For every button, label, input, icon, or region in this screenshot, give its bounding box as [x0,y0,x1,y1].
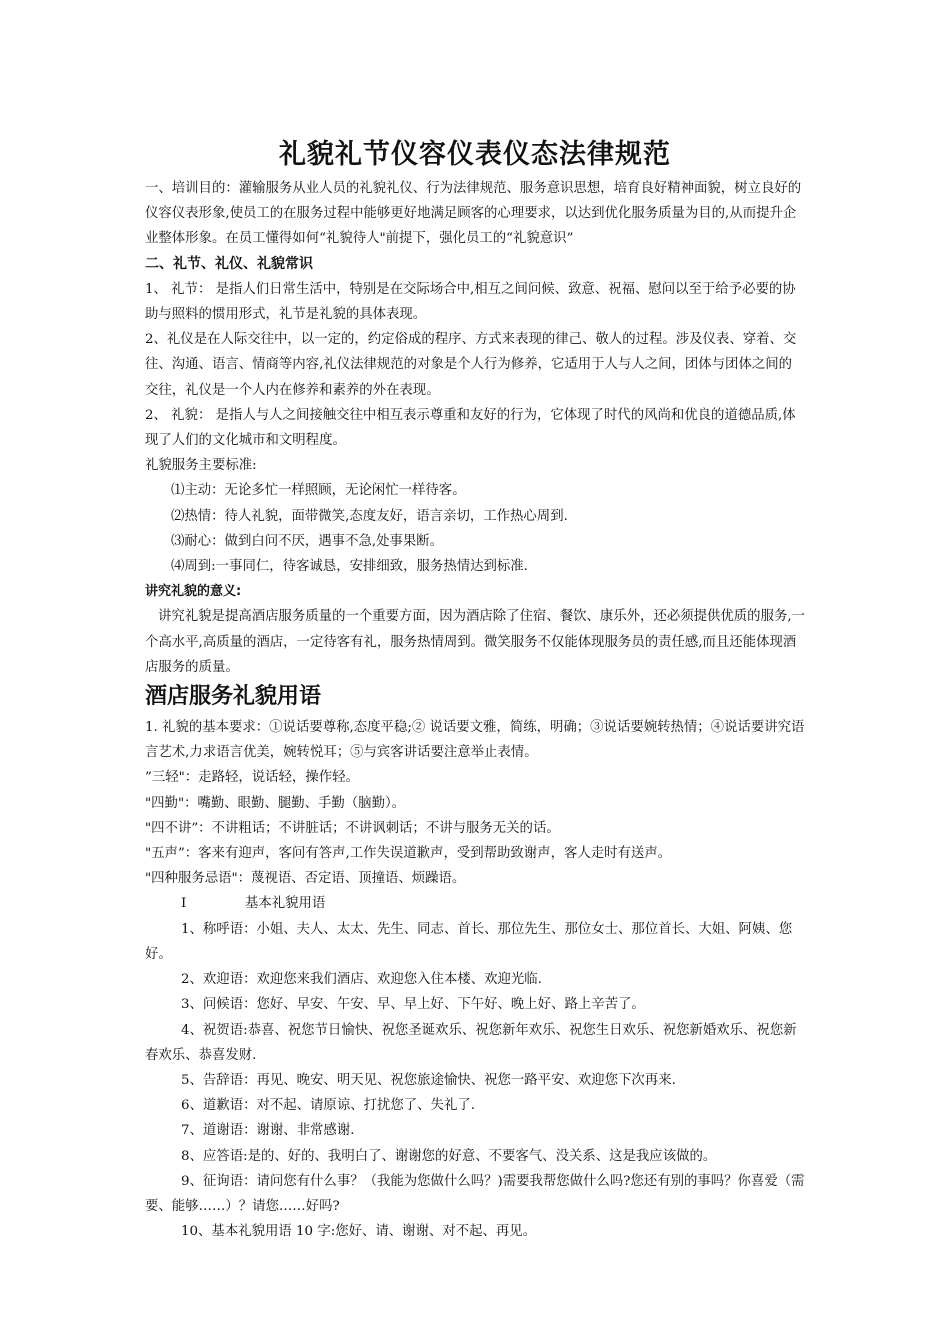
standard-item: ⑶耐心：做到白问不厌，遇事不急,处事果断。 [171,533,444,549]
rule-item: "四不讲”：不讲粗话；不讲脏话；不讲讽刺话；不讲与服务无关的话。 [145,820,560,836]
training-purpose-paragraph: 一、培训目的：灌输服务从业人员的礼貌礼仪、行为法律规范、服务意识思想，培育良好精神面貌，树立良好的仪容仪表形象,使员工的在服务过程中能够更好地满足顾客的心理要求，以达到优化服务质量为目的,从而提升企业整体形象。在员工懂得如何“礼貌待人"前提下，强化员工的“礼貌意识” [145,181,802,247]
definition-paragraph: 1、 礼节： 是指人们日常生活中，特别是在交际场合中,相互之间问候、致意、祝福、慰问以至于给予必要的协助与照料的惯用形式，礼节是礼貌的具体表现。 [145,281,796,323]
rule-item: "四种服务忌语"：蔑视语、否定语、顶撞语、烦躁语。 [145,871,466,887]
document-body [145,176,805,1244]
document-title: 礼貌礼节仪容仪表仪态法律规范 [279,139,671,170]
standard-item: ⑴主动：无论多忙一样照顾，无论闲忙一样待客。 [171,483,466,499]
standard-item: ⑷周到:一事同仁，待客诚恳，安排细致，服务热情达到标准. [171,559,528,575]
meaning-heading: 讲究礼貌的意义: [145,584,242,600]
requirements-paragraph: 1. 礼貌的基本要求：①说话要尊称,态度平稳;② 说话要文雅，简练，明确；③说话要婉转热情；④说话要讲究语言艺术,力求语言优美，婉转悦耳；⑤与宾客讲话要注意举止表情。 [145,720,805,761]
phrase-item: 3、问候语：您好、早安、午安、早、早上好、下午好、晚上好、路上辛苦了。 [181,997,645,1013]
phrase-item: 6、道歉语：对不起、请原谅、打扰您了、失礼了. [181,1098,475,1114]
phrase-item: 1、称呼语：小姐、夫人、太太、先生、同志、首长、那位先生、那位女士、那位首长、大姐、阿姨、您好。 [145,921,793,962]
rule-item: ”三轻"：走路轻，说话轻，操作轻。 [145,770,359,786]
section-heading-etiquette: 二、礼节、礼仪、礼貌常识 [145,255,313,272]
phrase-item: 8、应答语:是的、好的、我明白了、谢谢您的好意、不要客气、没关系、这是我应该做的。 [181,1148,717,1164]
hotel-phrases-heading: 酒店服务礼貌用语 [145,684,322,710]
phrase-item: 7、道谢语：谢谢、非常感谢. [181,1123,355,1139]
phrases-section-label: 基本礼貌用语 [245,896,326,912]
phrases-section-numeral: I [181,896,187,912]
standard-item: ⑵热情：待人礼貌，面带微笑,态度友好，语言亲切，工作热心周到. [171,508,568,524]
rule-item: "四勤"：嘴勤、眼勤、腿勤、手勤（脑勤）。 [145,795,406,811]
phrase-item: 2、欢迎语：欢迎您来我们酒店、欢迎您入住本楼、欢迎光临. [181,972,542,988]
phrase-item: 10、基本礼貌用语 10 字:您好、请、谢谢、对不起、再见。 [181,1224,537,1240]
phrases-subheading [145,891,805,916]
meaning-paragraph: 讲究礼貌是提高酒店服务质量的一个重要方面，因为酒店除了住宿、餐饮、康乐外，还必须提供优质的服务,一个高水平,高质量的酒店，一定待客有礼，服务热情周到。微笑服务不仅能体现服务员的责任感,而且还能体现酒店服务的质量。 [145,609,806,675]
standards-label: 礼貌服务主要标准: [145,458,257,474]
rule-item: "五声”：客来有迎声，客问有答声,工作失误道歉声，受到帮助致谢声，客人走时有送声。 [145,846,672,862]
definition-paragraph: 2、 礼貌： 是指人与人之间接触交往中相互表示尊重和友好的行为，它体现了时代的风尚和优良的道德品质,体现了人们的文化城市和文明程度。 [145,407,796,449]
phrase-item: 5、告辞语：再见、晚安、明天见、祝您旅途愉快、祝您一路平安、欢迎您下次再来. [181,1072,676,1088]
phrase-item: 4、祝贺语:恭喜、祝您节日愉快、祝您圣诞欢乐、祝您新年欢乐、祝您生日欢乐、祝您新婚欢乐、祝您新春欢乐、恭喜发财. [145,1022,797,1063]
phrase-item: 9、征询语：请问您有什么事？（我能为您做什么吗？)需要我帮您做什么吗?您还有别的事吗？你喜爱（需要、能够……）？请您……好吗? [145,1173,805,1214]
definition-paragraph: 2、礼仪是在人际交往中，以一定的，约定俗成的程序、方式来表现的律己、敬人的过程。涉及仪表、穿着、交往、沟通、语言、情商等内容,礼仪法律规范的对象是个人行为修养，它适用于人与人之间，团体与团体之间的交往，礼仪是一个人内在修养和素养的外在表现。 [145,332,797,398]
